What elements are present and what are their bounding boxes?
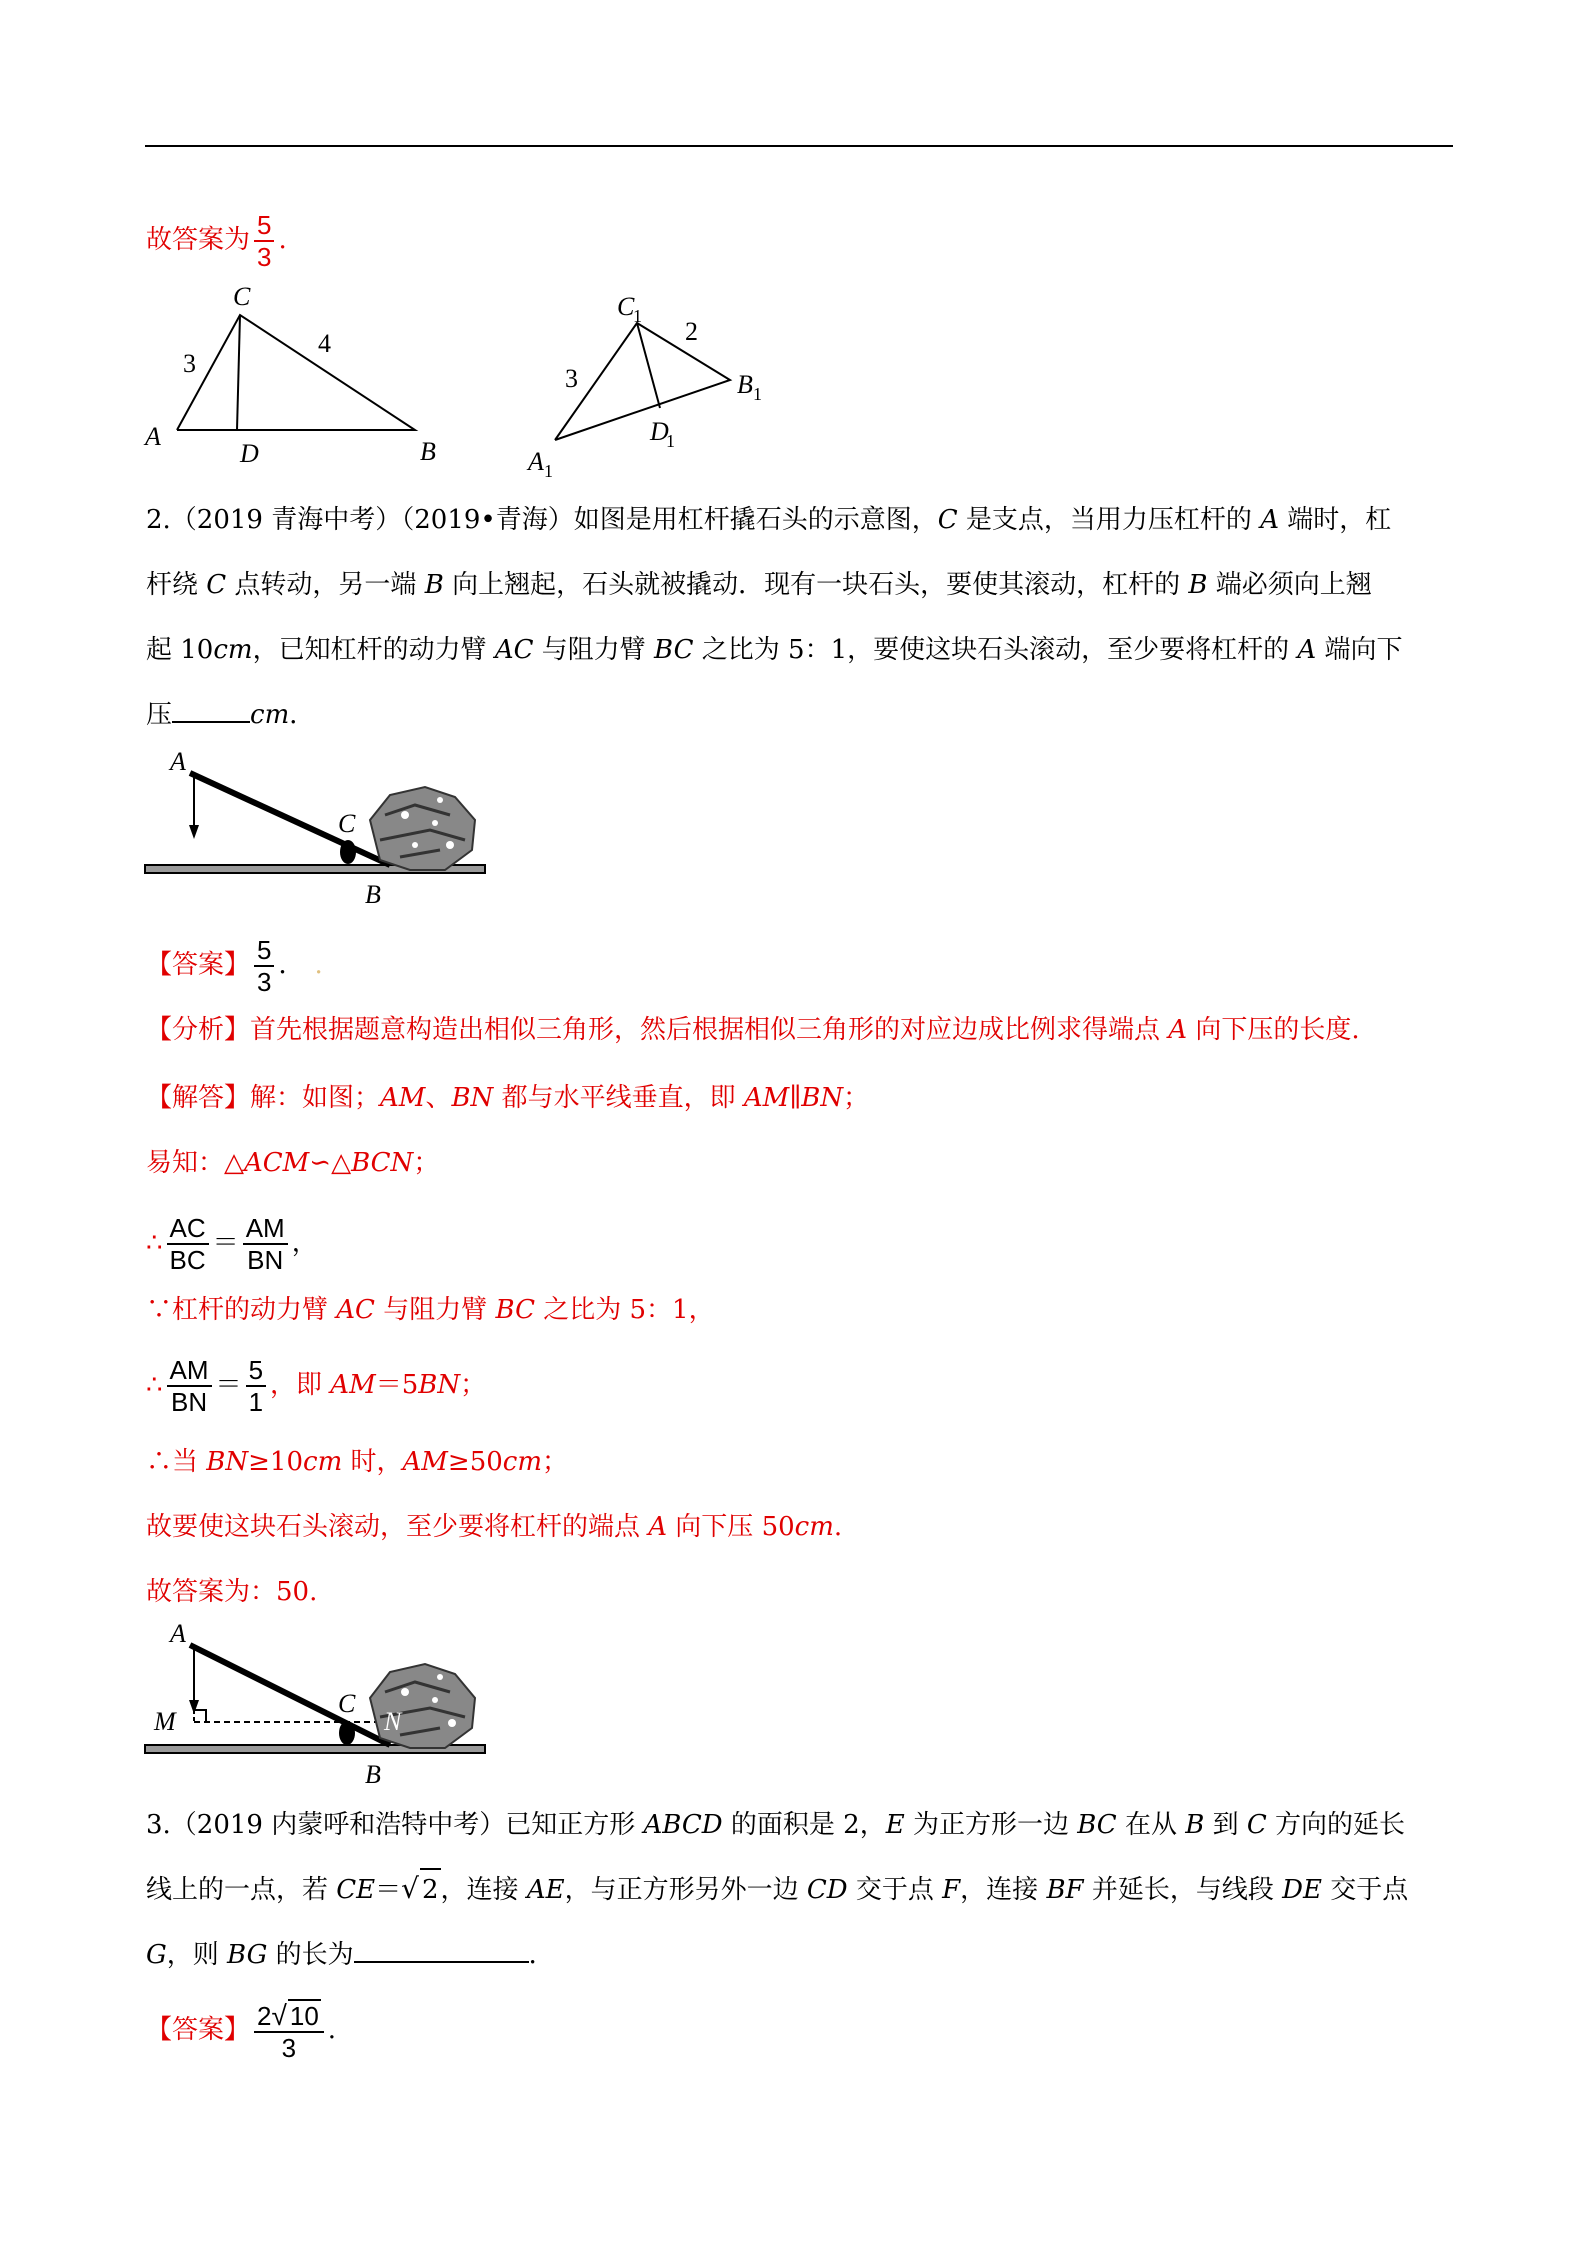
solution-line-2: 易知：△ACM∽△BCN；	[146, 1148, 440, 1178]
triangle-a1b1c1-diagram	[510, 280, 810, 490]
lever-solution-diagram	[140, 1620, 500, 1790]
fraction: $\frac{AM}{BN}$	[243, 1213, 288, 1275]
svg-text:1: 1	[633, 306, 642, 326]
header-rule	[145, 145, 1453, 147]
prev-answer-line: 故答案为 $\frac{5}{3}$ .	[146, 210, 287, 272]
label-d: D	[240, 439, 259, 468]
label-a: A	[170, 747, 186, 776]
solution-line-4: ∵杠杆的动力臂 AC 与阻力臂 BC 之比为 5：1，	[146, 1295, 715, 1325]
triangle-abc-diagram	[140, 275, 460, 475]
lever-diagram	[140, 745, 500, 915]
side-bc: 4	[318, 329, 331, 358]
side-a1c1: 3	[565, 364, 578, 393]
fraction: $\frac{5}{3}$	[254, 935, 274, 997]
solution-line-6: ∴当 BN≥10cm 时，AM≥50cm；	[146, 1447, 569, 1477]
label-m: M	[154, 1707, 176, 1736]
analysis-line: 【分析】首先根据题意构造出相似三角形，然后根据相似三角形的对应边成比例求得端点 A 向下压的长度.	[146, 1015, 1360, 1045]
fraction: $\frac{2√ 10}{3}$	[254, 1999, 324, 2063]
label-c1: C	[617, 292, 635, 321]
q3-line-3: G，则 BG 的长为 ．	[146, 1935, 555, 1975]
label-b: B	[365, 1760, 381, 1789]
label-d1: D	[650, 417, 669, 446]
answer-2-line: 【答案】 $\frac{5}{3}$ ． .	[146, 935, 323, 997]
label-a: A	[145, 422, 161, 451]
label-n: N	[384, 1707, 402, 1736]
solution-line-1: 【解答】解：如图；AM、BN 都与水平线垂直，即 AM∥BN；	[146, 1083, 870, 1113]
q3-line-1: 3.（2019 内蒙呼和浩特中考）已知正方形 ABCD 的面积是 2，E 为正方形一边 BC 在从 B 到 C 方向的延长	[146, 1810, 1406, 1840]
label-b: B	[365, 880, 381, 909]
label-c: C	[338, 1689, 356, 1718]
label-c: C	[233, 282, 251, 311]
svg-text:1: 1	[666, 431, 675, 451]
svg-text:1: 1	[544, 461, 553, 481]
answer-blank	[172, 695, 250, 723]
svg-text:1: 1	[753, 384, 762, 404]
fraction: $\frac{5}{3}$	[254, 210, 274, 272]
fraction: $\frac{AM}{BN}$	[167, 1355, 212, 1417]
answer-blank	[354, 1935, 529, 1963]
side-ac: 3	[183, 349, 196, 378]
solution-line-8: 故答案为：50.	[146, 1577, 318, 1607]
q2-line-3: 起 10cm，已知杠杆的动力臂 AC 与阻力臂 BC 之比为 5：1，要使这块石头滚动，至少要将杠杆的 A 端向下	[146, 635, 1403, 665]
label-b1: B	[737, 370, 753, 399]
solution-line-5: ∴ $\frac{AM}{BN}$ ＝ $\frac{5}{1}$ ，即 AM＝5BN；	[146, 1355, 487, 1417]
fraction: $\frac{5}{1}$	[246, 1355, 266, 1417]
solution-line-7: 故要使这块石头滚动，至少要将杠杆的端点 A 向下压 50cm.	[146, 1512, 843, 1542]
label-a1: A	[528, 447, 544, 476]
label-b: B	[420, 437, 436, 466]
solution-line-3: ∴ $\frac{AC}{BC}$ ＝ $\frac{AM}{BN}$ ，	[146, 1213, 318, 1275]
q2-line-4: 压 cm．	[146, 695, 315, 735]
answer-3-line: 【答案】 $\frac{2√ 10}{3}$ .	[146, 2000, 337, 2063]
q3-line-2: 线上的一点，若 CE＝√ 2，连接 AE，与正方形另外一边 CD 交于点 F，连接 BF 并延长，与线段 DE 交于点	[146, 1868, 1408, 1910]
q2-line-1: 2.（2019 青海中考）（2019•青海）如图是用杠杆撬石头的示意图，C 是支点，当用力压杠杆的 A 端时，杠	[146, 505, 1392, 535]
side-b1c1: 2	[685, 317, 698, 346]
fraction: $\frac{AC}{BC}$	[167, 1213, 209, 1275]
q2-line-2: 杆绕 C 点转动，另一端 B 向上翘起，石头就被撬动．现有一块石头，要使其滚动，杠杆的 B 端必须向上翘	[146, 570, 1372, 600]
label-c: C	[338, 809, 356, 838]
label-a: A	[170, 1620, 186, 1648]
